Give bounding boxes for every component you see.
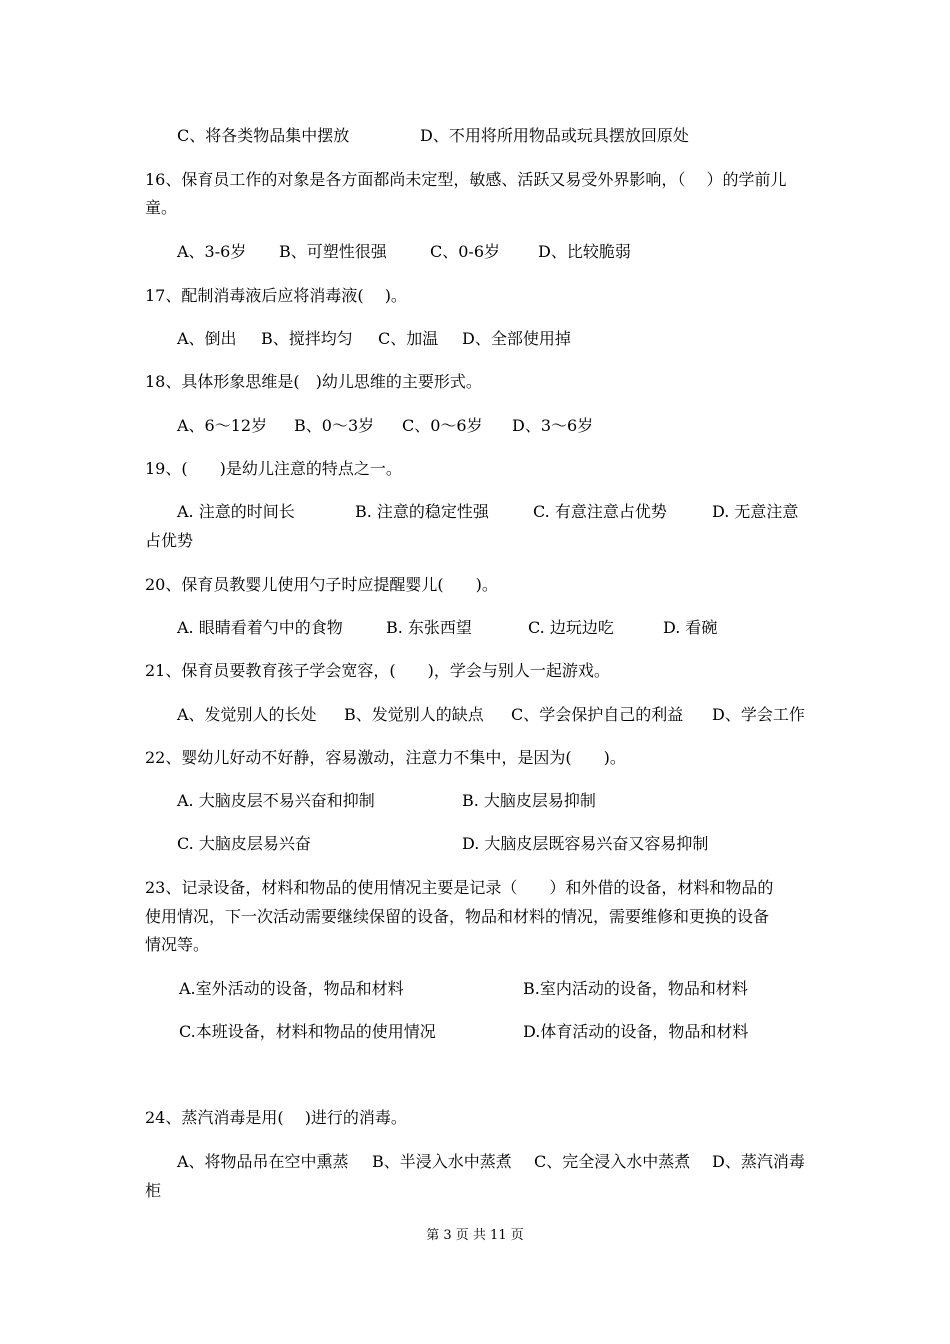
q23-option-b: B.室内活动的设备，物品和材料	[523, 979, 748, 998]
q20-option-c: C. 边玩边吃	[528, 618, 614, 637]
q20-option-a: A. 眼睛看着勺中的食物	[177, 618, 343, 637]
q18-option-b: B、0～3岁	[294, 416, 375, 435]
q21-option-b: B、发觉别人的缺点	[344, 705, 484, 724]
q21-question: 21、保育员要教育孩子学会宽容，( )，学会与别人一起游戏。	[145, 661, 610, 680]
q21-option-c: C、学会保护自己的利益	[511, 705, 684, 724]
q18-option-d: D、3～6岁	[512, 416, 594, 435]
q16-option-b: B、可塑性很强	[279, 242, 387, 261]
q24-question: 24、蒸汽消毒是用( )进行的消毒。	[145, 1108, 407, 1127]
q23-question-line3: 情况等。	[145, 935, 210, 954]
q22-option-c: C. 大脑皮层易兴奋	[177, 834, 311, 853]
q20-option-b: B. 东张西望	[386, 618, 472, 637]
q17-question: 17、配制消毒液后应将消毒液( )。	[145, 286, 407, 305]
q19-option-d-continuation: 占优势	[145, 531, 194, 550]
q17-option-b: B、搅拌均匀	[261, 329, 353, 348]
q24-option-b: B、半浸入水中蒸煮	[372, 1152, 512, 1171]
q16-option-a: A、3-6岁	[177, 242, 247, 261]
q23-option-c: C.本班设备，材料和物品的使用情况	[179, 1022, 436, 1041]
q18-option-a: A、6～12岁	[177, 416, 268, 435]
q17-option-d: D、全部使用掉	[462, 329, 571, 348]
q18-option-c: C、0～6岁	[402, 416, 483, 435]
q24-option-a: A、将物品吊在空中熏蒸	[177, 1152, 349, 1171]
q19-option-c: C. 有意注意占优势	[533, 502, 667, 521]
q24-option-d: D、蒸汽消毒	[712, 1152, 805, 1171]
q20-question: 20、保育员教婴儿使用勺子时应提醒婴儿( )。	[145, 575, 498, 594]
q19-option-d: D. 无意注意	[712, 502, 799, 521]
q19-option-b: B. 注意的稳定性强	[355, 502, 489, 521]
q23-option-d: D.体育活动的设备，物品和材料	[523, 1022, 749, 1041]
q17-option-c: C、加温	[378, 329, 439, 348]
q22-option-b: B. 大脑皮层易抑制	[462, 791, 596, 810]
q16-option-c: C、0-6岁	[430, 242, 501, 261]
q18-question: 18、具体形象思维是( )幼儿思维的主要形式。	[145, 372, 482, 391]
q23-option-a: A.室外活动的设备，物品和材料	[179, 979, 404, 998]
q16-question-line1: 16、保育员工作的对象是各方面都尚未定型，敏感、活跃又易受外界影响，（ ）的学前儿	[145, 170, 787, 189]
q19-option-a: A. 注意的时间长	[177, 502, 295, 521]
q23-question-line2: 使用情况，下一次活动需要继续保留的设备，物品和材料的情况，需要维修和更换的设备	[145, 907, 770, 926]
q23-question-line1: 23、记录设备，材料和物品的使用情况主要是记录（ ）和外借的设备，材料和物品的	[145, 878, 774, 897]
q15-option-c: C、将各类物品集中摆放	[177, 126, 350, 145]
q21-option-d: D、学会工作	[712, 705, 805, 724]
q22-option-a: A. 大脑皮层不易兴奋和抑制	[177, 791, 375, 810]
q17-option-a: A、倒出	[177, 329, 237, 348]
q15-option-d: D、不用将所用物品或玩具摆放回原处	[420, 126, 689, 145]
q24-option-c: C、完全浸入水中蒸煮	[534, 1152, 691, 1171]
q19-question: 19、( )是幼儿注意的特点之一。	[145, 459, 402, 478]
q20-option-d: D. 看碗	[663, 618, 718, 637]
q22-option-d: D. 大脑皮层既容易兴奋又容易抑制	[462, 834, 709, 853]
q16-question-line2: 童。	[145, 198, 178, 217]
q16-option-d: D、比较脆弱	[538, 242, 631, 261]
q22-question: 22、婴幼儿好动不好静，容易激动，注意力不集中，是因为( )。	[145, 748, 626, 767]
q24-option-d-continuation: 柜	[145, 1181, 162, 1200]
page-number-footer: 第 3 页 共 11 页	[426, 1228, 524, 1243]
q21-option-a: A、发觉别人的长处	[177, 705, 317, 724]
